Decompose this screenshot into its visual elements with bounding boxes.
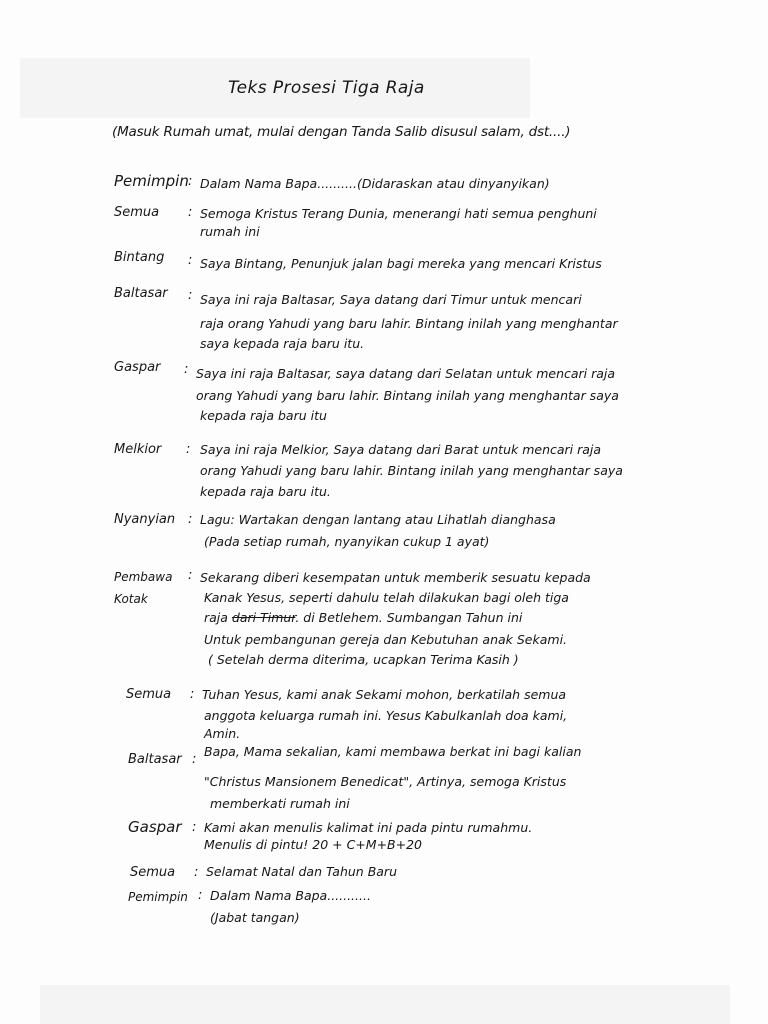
speaker-colon: : xyxy=(188,512,193,527)
script-fragment: . di Betlehem. Sumbangan Tahun ini xyxy=(295,610,523,625)
speaker-semua: Semua xyxy=(114,205,160,220)
speaker-colon: : xyxy=(198,888,203,903)
intro-instruction: (Masuk Rumah umat, mulai dengan Tanda Salib disusul salam, dst....) xyxy=(112,124,571,140)
script-line: orang Yahudi yang baru lahir. Bintang inilah yang menghantar saya xyxy=(200,463,623,478)
speaker-pemimpin: Pemimpin xyxy=(128,890,188,904)
script-line: Kami akan menulis kalimat ini pada pintu rumahmu. xyxy=(204,820,533,835)
script-line: Saya ini raja Melkior, Saya datang dari Barat untuk mencari raja xyxy=(200,442,602,457)
speaker-colon: : xyxy=(188,568,193,583)
script-line: raja orang Yahudi yang baru lahir. Bintang inilah yang menghantar xyxy=(200,316,618,331)
speaker-colon: : xyxy=(188,205,193,220)
script-line: Saya ini raja Baltasar, Saya datang dari Timur untuk mencari xyxy=(200,292,582,307)
speaker-baltasar: Baltasar xyxy=(114,286,168,301)
document-title: Teks Prosesi Tiga Raja xyxy=(228,78,425,98)
paper-sheet-bottom xyxy=(40,985,730,1024)
script-line: Saya ini raja Baltasar, saya datang dari Selatan untuk mencari raja xyxy=(196,366,616,381)
script-line: ( Setelah derma diterima, ucapkan Terima Kasih ) xyxy=(208,652,519,667)
speaker-colon: : xyxy=(188,174,193,189)
struck-text: dari Timur xyxy=(231,610,296,625)
script-line: Menulis di pintu! 20 + C+M+B+20 xyxy=(204,837,423,852)
speaker-colon: : xyxy=(188,253,193,268)
script-line: Kanak Yesus, seperti dahulu telah dilakukan bagi oleh tiga xyxy=(204,590,569,605)
speaker-colon: : xyxy=(194,865,199,880)
script-line: saya kepada raja baru itu. xyxy=(200,336,365,351)
script-line: Bapa, Mama sekalian, kami membawa berkat ini bagi kalian xyxy=(204,744,582,759)
speaker-nyanyian: Nyanyian xyxy=(114,512,176,527)
speaker-melkior: Melkior xyxy=(114,442,162,457)
speaker-pemimpin: Pemimpin xyxy=(114,172,189,190)
speaker-pembawa-kotak: Pembawa Kotak xyxy=(114,570,173,606)
speaker-colon: : xyxy=(188,288,193,303)
script-fragment: raja xyxy=(204,610,228,625)
speaker-semua: Semua xyxy=(130,865,176,880)
script-line: rumah ini xyxy=(200,224,260,239)
script-line: kepada raja baru itu xyxy=(200,408,327,423)
script-line: memberkati rumah ini xyxy=(210,796,350,811)
script-line: Tuhan Yesus, kami anak Sekami mohon, berkatilah semua xyxy=(202,687,567,702)
speaker-colon: : xyxy=(190,687,195,702)
script-line: Lagu: Wartakan dengan lantang atau Lihatlah dianghasa xyxy=(200,512,556,527)
script-line: (Jabat tangan) xyxy=(210,910,300,925)
speaker-gaspar: Gaspar xyxy=(114,360,161,375)
speaker-colon: : xyxy=(184,362,189,377)
script-line: orang Yahudi yang baru lahir. Bintang inilah yang menghantar saya xyxy=(196,388,619,403)
script-line: Dalam Nama Bapa..........(Didaraskan atau dinyanyikan) xyxy=(200,176,550,191)
script-line: Semoga Kristus Terang Dunia, menerangi hati semua penghuni xyxy=(200,206,597,221)
script-line: Untuk pembangunan gereja dan Kebutuhan anak Sekami. xyxy=(204,632,568,647)
speaker-baltasar: Baltasar xyxy=(128,752,182,767)
script-line: Saya Bintang, Penunjuk jalan bagi mereka yang mencari Kristus xyxy=(200,256,602,271)
script-line: Sekarang diberi kesempatan untuk memberik sesuatu kepada xyxy=(200,570,591,585)
speaker-gaspar: Gaspar xyxy=(128,818,182,836)
script-line: "Christus Mansionem Benedicat", Artinya, semoga Kristus xyxy=(204,774,567,789)
speaker-colon: : xyxy=(192,820,197,835)
speaker-colon: : xyxy=(192,752,197,767)
speaker-colon: : xyxy=(186,442,191,457)
script-line: Selamat Natal dan Tahun Baru xyxy=(206,864,397,879)
script-line: anggota keluarga rumah ini. Yesus Kabulkanlah doa kami, xyxy=(204,708,568,723)
script-line xyxy=(204,610,522,625)
speaker-bintang: Bintang xyxy=(114,250,165,265)
script-line: kepada raja baru itu. xyxy=(200,484,331,499)
script-line: Dalam Nama Bapa........... xyxy=(210,888,371,903)
script-line: (Pada setiap rumah, nyanyikan cukup 1 ayat) xyxy=(204,534,490,549)
speaker-semua: Semua xyxy=(126,687,172,702)
script-line: Amin. xyxy=(204,726,241,741)
